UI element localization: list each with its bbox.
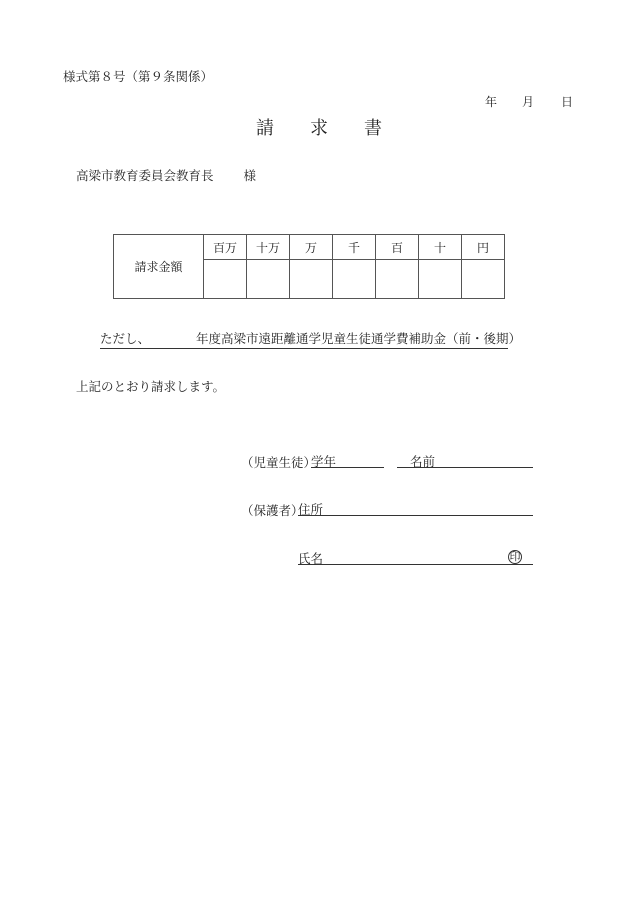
closing-statement: 上記のとおり請求します。	[76, 379, 226, 394]
document-title-1: 請	[256, 118, 274, 139]
amount-label: 請求金額	[114, 235, 204, 299]
document-title-2: 求	[310, 118, 328, 139]
guardian-address-field[interactable]	[298, 499, 533, 516]
amount-cell-millions[interactable]	[204, 260, 247, 299]
grade-label: 学年	[311, 454, 337, 469]
seal-icon: 印	[509, 550, 521, 563]
address-label: 住所	[298, 502, 324, 517]
document-title-3: 書	[364, 118, 382, 139]
note-body: 年度高梁市遠距離通学児童生徒通学費補助金（前・後期）	[196, 331, 522, 346]
date-month: 月	[522, 95, 535, 109]
column-header: 百	[376, 235, 419, 260]
student-name-field[interactable]	[397, 451, 533, 468]
column-header: 円	[462, 235, 505, 260]
guardian-name-label: 氏名	[298, 551, 324, 566]
column-header: 十万	[247, 235, 290, 260]
honorific: 様	[243, 168, 257, 183]
amount-cell-ten-thousands[interactable]	[290, 260, 333, 299]
amount-cell-hundred-thousands[interactable]	[247, 260, 290, 299]
form-number: 様式第８号（第９条関係）	[63, 69, 214, 84]
date-year: 年	[485, 95, 498, 109]
amount-cell-yen[interactable]	[462, 260, 505, 299]
note-line	[100, 329, 522, 349]
addressee	[76, 166, 256, 184]
student-name-label: 名前	[410, 454, 436, 469]
addressee-name: 高梁市教育委員会教育長	[76, 168, 214, 183]
column-header: 十	[419, 235, 462, 260]
amount-cell-hundreds[interactable]	[376, 260, 419, 299]
guardian-role: （保護者）	[241, 503, 304, 518]
column-header: 百万	[204, 235, 247, 260]
date-day: 日	[561, 95, 574, 109]
student-role: （児童生徒）	[241, 455, 317, 470]
amount-cell-tens[interactable]	[419, 260, 462, 299]
amount-cell-thousands[interactable]	[333, 260, 376, 299]
amount-table	[113, 234, 505, 299]
student-grade-field[interactable]	[311, 451, 384, 468]
column-header: 千	[333, 235, 376, 260]
note-prefix: ただし、	[100, 331, 151, 346]
column-header: 万	[290, 235, 333, 260]
guardian-name-field[interactable]	[298, 548, 533, 565]
